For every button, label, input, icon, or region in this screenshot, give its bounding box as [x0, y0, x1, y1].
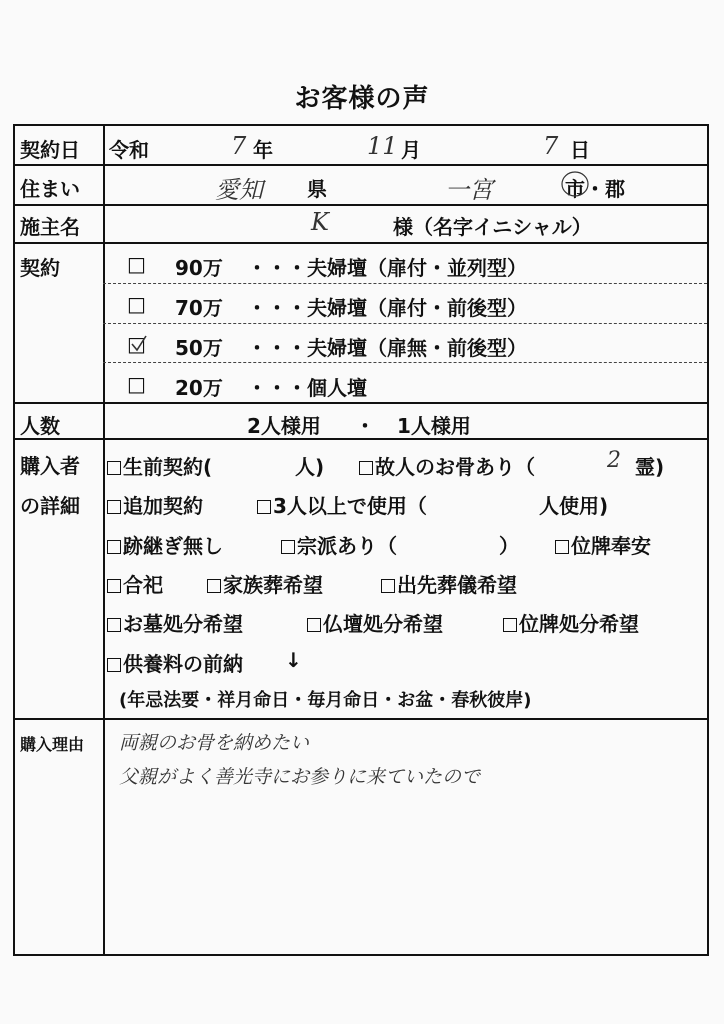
option-desc: 夫婦壇（扉付・前後型） [307, 296, 527, 320]
option-desc: 夫婦壇（扉無・前後型） [307, 336, 527, 360]
checkbox[interactable] [359, 461, 373, 475]
year-unit: 年 [253, 138, 273, 162]
remains-count-value[interactable]: 2 [607, 448, 621, 473]
details-label-2: の詳細 [20, 494, 80, 518]
dashed-divider [103, 283, 707, 284]
check-mark-icon [129, 334, 149, 354]
row-divider [15, 242, 707, 244]
city-value[interactable]: 一宮 [445, 176, 493, 204]
checkbox[interactable] [107, 461, 121, 475]
owner-label: 施主名 [20, 215, 80, 239]
checkbox[interactable]: □ [127, 252, 146, 276]
sect-option[interactable]: 宗派あり（ [281, 530, 397, 559]
survey-form [13, 124, 709, 956]
checkbox[interactable] [257, 500, 271, 514]
checkbox[interactable] [503, 618, 517, 632]
contract-label: 契約 [20, 256, 60, 280]
checkbox[interactable] [207, 579, 221, 593]
checkbox[interactable] [107, 579, 121, 593]
month-value[interactable]: 11 [367, 132, 398, 160]
checkbox[interactable]: □ [127, 292, 146, 316]
checkbox[interactable] [107, 618, 121, 632]
owner-suffix: 様（名字イニシャル） [393, 215, 592, 239]
remains-option[interactable]: 故人のお骨あり（ [359, 451, 535, 480]
row-divider [15, 164, 707, 166]
checkbox[interactable] [107, 658, 121, 672]
reason-line-2[interactable]: 父親がよく善光寺にお参りに来ていたので [119, 766, 481, 788]
city-unit: 市・郡 [565, 177, 625, 201]
prepay-option[interactable]: 供養料の前納 [107, 648, 243, 677]
three-plus-option[interactable]: 3人以上で使用（ [257, 490, 427, 519]
day-value[interactable]: 7 [543, 132, 559, 160]
checkbox[interactable] [107, 500, 121, 514]
option-dots: ・・・ [247, 296, 307, 320]
checkbox[interactable] [107, 540, 121, 554]
three-plus-unit: 人使用) [539, 494, 609, 518]
prepay-note: (年忌法要・祥月命日・毎月命日・お盆・春秋彼岸) [119, 690, 532, 711]
people-separator: ・ [355, 414, 375, 438]
details-label-1: 購入者 [20, 454, 80, 478]
row-divider [15, 402, 707, 404]
pre-contract-unit: 人) [295, 455, 325, 479]
row-divider [15, 204, 707, 206]
no-successor-option[interactable]: 跡継ぎ無し [107, 530, 223, 559]
checkbox[interactable] [555, 540, 569, 554]
additional-contract-option[interactable]: 追加契約 [107, 490, 203, 519]
address-label: 住まい [20, 177, 80, 201]
reason-label: 購入理由 [20, 735, 85, 754]
option-price: 90万 [175, 256, 223, 280]
pre-contract-option[interactable]: 生前契約( [107, 451, 212, 480]
prefecture-value[interactable]: 愛知 [215, 176, 263, 204]
outside-funeral-option[interactable]: 出先葬儀希望 [381, 569, 517, 598]
day-unit: 日 [570, 138, 590, 162]
dashed-divider [103, 323, 707, 324]
option-price: 50万 [175, 336, 223, 360]
people-label: 人数 [20, 414, 60, 438]
goushi-option[interactable]: 合祀 [107, 569, 163, 598]
checkbox[interactable] [281, 540, 295, 554]
contract-date-label: 契約日 [20, 138, 80, 162]
checkbox[interactable] [307, 618, 321, 632]
people-option-1[interactable]: 1人様用 [397, 414, 471, 438]
option-dots: ・・・ [247, 336, 307, 360]
dashed-divider [103, 362, 707, 363]
page-title: お客様の声 [294, 84, 430, 114]
sect-close: ） [499, 534, 519, 558]
family-funeral-option[interactable]: 家族葬希望 [207, 569, 323, 598]
option-price: 70万 [175, 296, 223, 320]
option-dots: ・・・ [247, 256, 307, 280]
era-text: 令和 [109, 138, 149, 162]
row-divider [15, 718, 707, 720]
people-option-2[interactable]: 2人様用 [247, 414, 321, 438]
remains-unit: 霊) [635, 455, 665, 479]
checkbox[interactable]: □ [127, 372, 146, 396]
year-value[interactable]: 7 [231, 132, 247, 160]
option-price: 20万 [175, 376, 223, 400]
down-arrow-icon: ↓ [285, 648, 302, 672]
option-desc: 夫婦壇（扉付・並列型） [307, 256, 527, 280]
option-desc: 個人壇 [307, 376, 367, 400]
ihai-option[interactable]: 位牌奉安 [555, 530, 651, 559]
owner-initial[interactable]: K [311, 208, 329, 236]
altar-disposal-option[interactable]: 仏壇処分希望 [307, 608, 443, 637]
ihai-disposal-option[interactable]: 位牌処分希望 [503, 608, 639, 637]
reason-line-1[interactable]: 両親のお骨を納めたい [119, 732, 310, 754]
label-column-divider [103, 126, 105, 954]
option-dots: ・・・ [247, 376, 307, 400]
month-unit: 月 [401, 138, 421, 162]
checkbox[interactable] [381, 579, 395, 593]
circled-mark-icon [560, 169, 590, 199]
checkbox-checked[interactable]: □ [127, 332, 146, 356]
grave-disposal-option[interactable]: お墓処分希望 [107, 608, 243, 637]
prefecture-unit: 県 [307, 177, 327, 201]
